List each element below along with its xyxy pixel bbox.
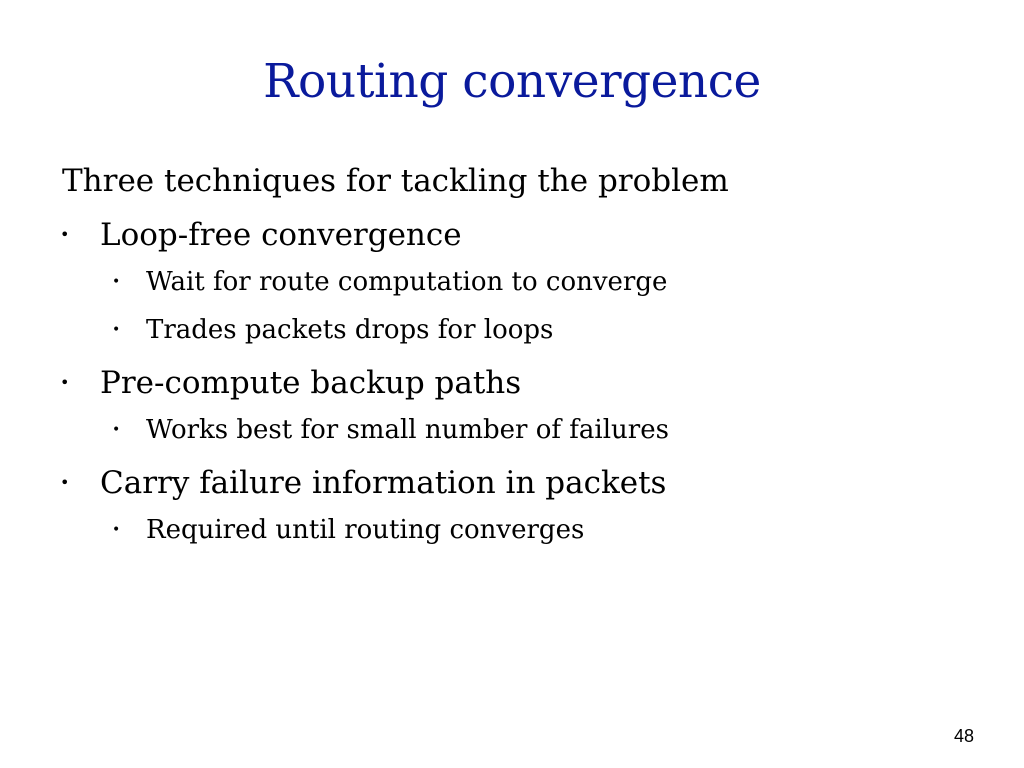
bullet-item (62, 212, 1002, 258)
sub-bullet-text: Trades packets drops for loops (146, 315, 554, 345)
sub-bullet-text: Required until routing converges (146, 515, 585, 545)
bullet-dot-icon: • (112, 322, 121, 338)
slide-body (62, 158, 1002, 560)
bullet-dot-icon: • (112, 274, 121, 290)
sub-bullet-text: Wait for route computation to converge (146, 267, 668, 297)
sub-bullet-list (62, 512, 1002, 548)
bullet-text: Carry failure information in packets (100, 465, 667, 501)
sub-bullet-item (62, 312, 1002, 348)
sub-bullet-list (62, 412, 1002, 448)
sub-bullet-list (62, 264, 1002, 348)
bullet-dot-icon: • (60, 473, 70, 492)
bullet-dot-icon: • (112, 522, 121, 538)
bullet-text: Pre-compute backup paths (100, 365, 522, 401)
bullet-dot-icon: • (60, 225, 70, 244)
sub-bullet-text: Works best for small number of failures (146, 415, 669, 445)
sub-bullet-item (62, 264, 1002, 300)
slide-title: Routing convergence (263, 54, 761, 109)
sub-bullet-item (62, 512, 1002, 548)
bullet-dot-icon: • (60, 373, 70, 392)
bullet-text: Loop-free convergence (100, 217, 462, 253)
sub-bullet-item (62, 412, 1002, 448)
page-number: 48 (953, 726, 974, 746)
bullet-item (62, 460, 1002, 506)
bullet-dot-icon: • (112, 422, 121, 438)
intro-text: Three techniques for tackling the problem (62, 163, 729, 199)
bullet-item (62, 360, 1002, 406)
